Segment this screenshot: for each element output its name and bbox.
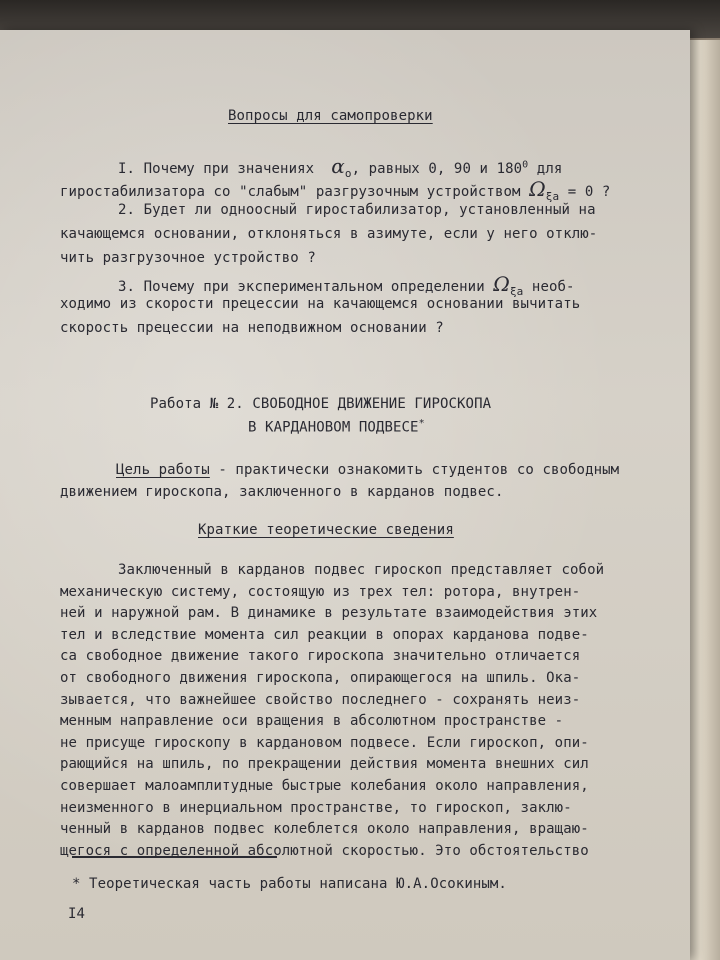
question-3-line-3: скорость прецессии на неподвижном основании ?	[60, 320, 444, 336]
body-line-8: менным направление оси вращения в абсолютном пространстве -	[60, 713, 564, 730]
body-line-13: ченный в карданов подвес колеблется около направления, вращаю-	[60, 821, 589, 838]
document-page	[0, 30, 690, 960]
question-3-line-2: ходимо из скорости прецессии на качающемся основании вычитать	[60, 296, 581, 312]
body-line-12: неизменного в инерциальном пространстве, то гироскоп, заклю-	[60, 799, 572, 816]
body-line-6: от свободного движения гироскопа, опирающегося на шпиль. Ока-	[60, 670, 581, 686]
body-line-7: зывается, что важнейшее свойство последнего - сохранять неиз-	[60, 691, 581, 708]
work-heading-line-1: Работа № 2. СВОБОДНОЕ ДВИЖЕНИЕ ГИРОСКОПА	[150, 396, 492, 412]
question-2-line-1: 2. Будет ли одноосный гиростабилизатор, установленный на	[118, 202, 596, 218]
body-line-9: не присуще гироскопу в кардановом подвесе. Если гироскоп, опи-	[60, 734, 589, 751]
goal-line-2: движением гироскопа, заключенного в карданов подвес.	[60, 484, 504, 500]
work-heading-line-2: В КАРДАНОВОМ ПОДВЕСЕ*	[248, 418, 425, 436]
goal-label: Цель работы	[116, 462, 210, 478]
footnote-marker: *	[418, 418, 425, 429]
goal-line-1: Цель работы - практически ознакомить студентов со свободным	[116, 462, 620, 478]
body-line-2: механическую систему, состоящую из трех тел: ротора, внутрен-	[60, 583, 581, 600]
question-1-line-1: I. Почему при значениях $\alpha_o$, равных 0, 90 и $180^0$ для	[118, 154, 563, 180]
page-text	[0, 30, 690, 960]
body-line-11: совершает малоамплитудные быстрые колебания около направления,	[60, 778, 589, 794]
body-line-1: Заключенный в карданов подвес гироскоп представляет собой	[118, 562, 605, 578]
page-number: I4	[68, 906, 86, 922]
body-line-14: щегося с определенной абсолютной скоростью. Это обстоятельство	[60, 842, 589, 859]
body-line-10: рающийся на шпиль, по прекращении действия момента внешних сил	[60, 756, 589, 773]
body-line-5: са свободное движение такого гироскопа значительно отличается	[60, 648, 581, 665]
question-2-line-2: качающемся основании, отклоняться в азимуте, если у него отклю-	[60, 226, 598, 242]
question-2-line-3: чить разгрузочное устройство ?	[60, 250, 316, 266]
question-3-line-1: 3. Почему при экспериментальном определении $\Omega_{\xi a}$ необ-	[118, 272, 575, 298]
body-line-3: ней и наружной рам. В динамике в результате взаимодействия этих	[60, 605, 598, 622]
footnote: * Теоретическая часть работы написана Ю.А.Осокиным.	[72, 876, 507, 892]
question-1-line-2: гиростабилизатора со "слабым" разгрузочным устройством $\Omega_{\xi a} = 0$ ?	[60, 177, 611, 203]
body-line-4: тел и вследствие момента сил реакции в опорах карданова подве-	[60, 626, 589, 643]
theory-title: Краткие теоретические сведения	[198, 522, 454, 538]
section-title: Вопросы для самопроверки	[228, 108, 433, 124]
